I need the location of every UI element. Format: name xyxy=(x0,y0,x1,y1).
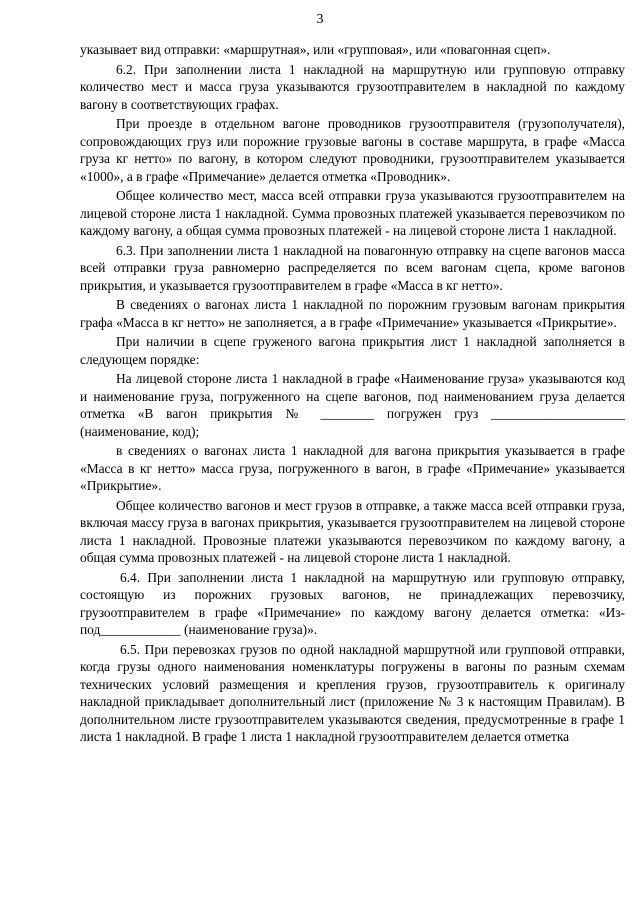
paragraph: При наличии в сцепе груженого вагона прикрытия лист 1 накладной заполняется в следующем порядке: xyxy=(80,334,625,367)
paragraph: В сведениях о вагонах листа 1 накладной по порожним грузовым вагонам прикрытия графа «Масса в кг нетто» не заполняется, а в графе «Примечание» указывается «Прикрытие». xyxy=(80,297,625,330)
paragraph: указывает вид отправки: «маршрутная», или «групповая», или «повагонная сцеп». xyxy=(80,42,551,57)
paragraph: Общее количество вагонов и мест грузов в отправке, а также масса всей отправки груза, включая массу груза в вагонах прикрытия, указывается грузоотправителем на лицевой стороне листа 1 накладной. Провозные платежи указываются перевозчиком по каждому вагону, а общая сумма провозных платежей - на лицевой стороне листа 1 накладной. xyxy=(80,497,625,565)
paragraph: 6.5. При перевозках грузов по одной накладной маршрутной или групповой отправки, когда грузы одного наименования номенклатуры погружены в вагоны по разным схемам технических условий размещения и крепления грузов, грузоотправитель к оригиналу накладной прикладывает дополнительный лист (приложение № 3 к настоящим Правилам). В дополнительном листе грузоотправителем указываются сведения, предусмотренные в графе 1 листа 1 накладной. В графе 1 листа 1 накладной грузоотправителем делается отметка xyxy=(80,641,625,744)
paragraph: На лицевой стороне листа 1 накладной в графе «Наименование груза» указываются код и наименование груза, погруженного на сцепе вагонов, под наименованием груза делается отметка «В вагон прикрытия № ________ погружен груз ____________________ (наименование, код); xyxy=(80,371,625,439)
paragraph: 6.3. При заполнении листа 1 накладной на повагонную отправку на сцепе вагонов масса всей отправки груза равномерно распределяется по всем вагонам сцепа, кроме вагонов прикрытия, и указывается грузоотправителем в графе «Масса в кг нетто». xyxy=(80,242,625,293)
paragraph: При проезде в отдельном вагоне проводников грузоотправителя (грузополучателя), сопровождающих груз или порожние грузовые вагоны в составе маршрута, в графе «Масса груза кг нетто» по вагону, в котором следуют проводники, грузоотправителем указывается «1000», а в графе «Примечание» делается отметка «Проводник». xyxy=(80,116,625,184)
paragraph: 6.2. При заполнении листа 1 накладной на маршрутную или групповую отправку количество мест и масса груза указываются грузоотправителем в накладной по каждому вагону в соответствующих графах. xyxy=(80,61,625,112)
page-number: 3 xyxy=(316,12,324,27)
body-text xyxy=(80,41,625,748)
paragraph: Общее количество мест, масса всей отправки груза указываются грузоотправителем на лицевой стороне листа 1 накладной. Сумма провозных платежей указывается перевозчиком по каждому вагону, а общая сумма провозных платежей - на лицевой стороне листа 1 накладной. xyxy=(80,188,625,238)
paragraph: в сведениях о вагонах листа 1 накладной для вагона прикрытия указывается в графе «Масса в кг нетто» масса груза, погруженного в вагон, в графе «Примечание» указывается «Прикрытие». xyxy=(80,443,625,493)
paragraph: 6.4. При заполнении листа 1 накладной на маршрутную или групповую отправку, состоящую из порожних грузовых вагонов, не принадлежащих перевозчику, грузоотправителем в графе «Примечание» по каждому вагону делается отметка: «Из-под____________ (наименование груза)». xyxy=(80,569,625,637)
